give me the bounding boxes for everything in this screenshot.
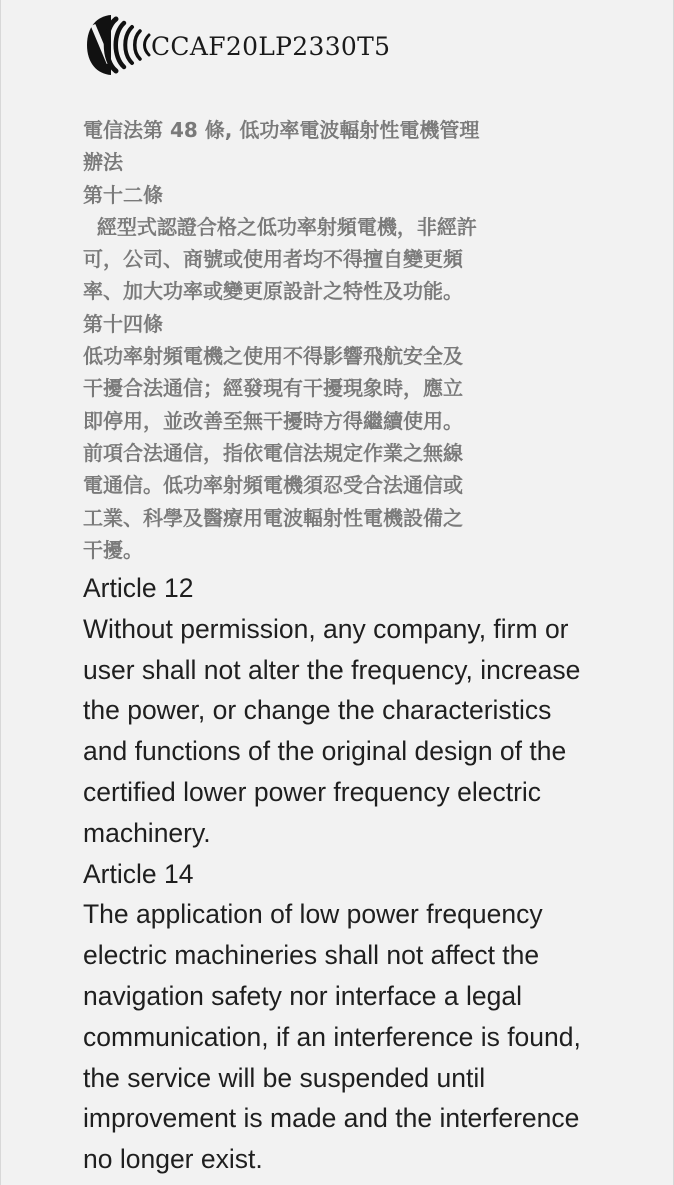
en-text-line: certified lower power frequency electric — [83, 776, 542, 807]
zh-text-line: 率、加大功率或變更原設計之特性及功能。 — [83, 279, 463, 304]
zh-text-line: 干擾。 — [83, 537, 143, 562]
zh-text-line: 工業、科學及醫療用電波輻射性電機設備之 — [83, 505, 463, 530]
en-text-line: The application of low power frequency — [83, 899, 543, 930]
en-text-line: and functions of the original design of the — [83, 736, 567, 767]
en-text-line: improvement is made and the interference — [83, 1103, 580, 1134]
certification-id: CCAF20LP2330T5 — [151, 31, 391, 61]
en-text-line: Without permission, any company, firm or — [83, 613, 569, 644]
zh-text-line: 經型式認證合格之低功率射頻電機，非經許 — [83, 214, 477, 239]
en-text-line: the service will be suspended until — [83, 1062, 486, 1093]
zh-text-line: 干擾合法通信；經發現有干擾現象時，應立 — [83, 376, 463, 401]
en-text-line: the power, or change the characteristics — [83, 695, 552, 726]
zh-text-line: 辦法 — [83, 150, 123, 175]
zh-text-line: 電通信。低功率射頻電機須忍受合法通信或 — [83, 473, 463, 498]
english-regulation-text — [83, 568, 643, 1180]
ncc-logo-icon — [83, 11, 155, 79]
zh-text-line: 前項合法通信，指依電信法規定作業之無線 — [83, 440, 463, 465]
en-text-line: machinery. — [83, 817, 211, 848]
chinese-regulation-text — [83, 114, 563, 566]
en-text-line: no longer exist. — [83, 1144, 263, 1175]
en-text-line: electric machineries shall not affect the — [83, 940, 540, 971]
certification-header — [83, 10, 390, 80]
zh-text-line: 電信法第 48 條, 低功率電波輻射性電機管理 — [83, 118, 480, 142]
en-article-heading: Article 14 — [83, 858, 194, 889]
zh-text-line: 可，公司、商號或使用者均不得擅自變更頻 — [83, 247, 463, 272]
en-article-heading: Article 12 — [83, 573, 194, 603]
zh-article-heading: 第十二條 — [83, 182, 163, 207]
zh-text-line: 即停用，並改善至無干擾時方得繼續使用。 — [83, 408, 463, 433]
zh-text-line: 低功率射頻電機之使用不得影響飛航安全及 — [83, 344, 463, 369]
en-text-line: communication, if an interference is found, — [83, 1021, 581, 1052]
zh-article-heading: 第十四條 — [83, 311, 163, 336]
en-text-line: navigation safety nor interface a legal — [83, 980, 522, 1011]
en-text-line: user shall not alter the frequency, increase — [83, 654, 581, 685]
